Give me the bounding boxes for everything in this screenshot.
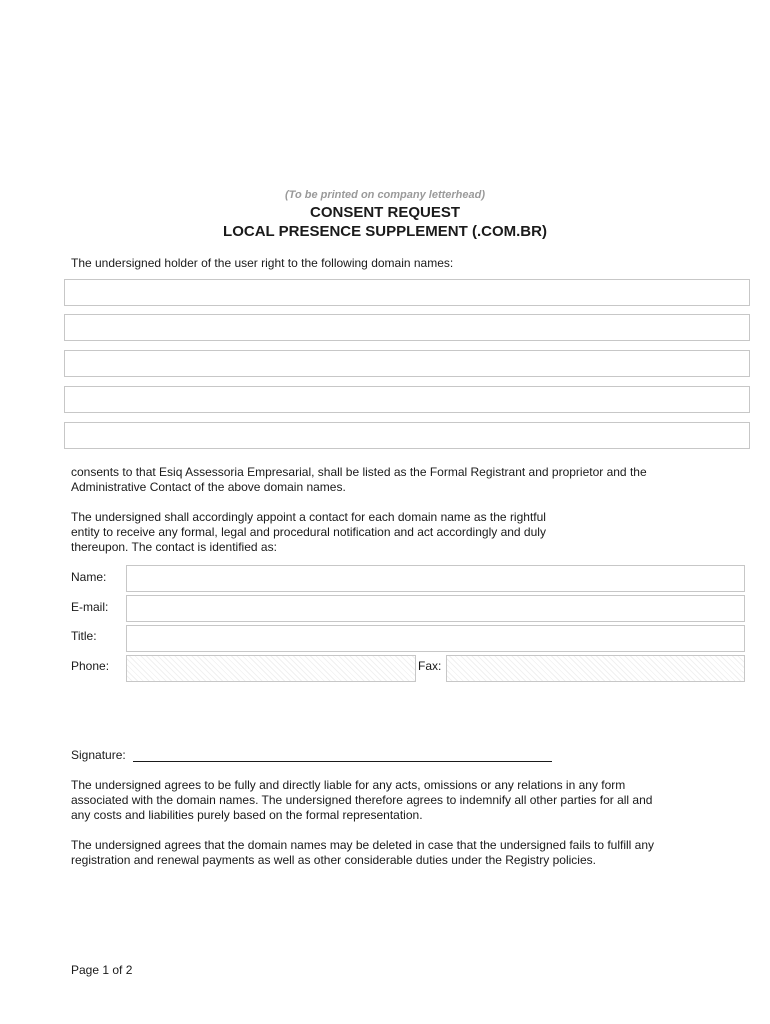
document-title: CONSENT REQUEST <box>309 204 460 221</box>
liability-line-3: any costs and liabilities purely based on the formal representation. <box>71 808 423 822</box>
signature-label: Signature: <box>71 748 126 762</box>
domain-name-input-1[interactable] <box>65 280 749 305</box>
domain-name-input-2[interactable] <box>65 315 749 340</box>
fax-label: Fax: <box>418 659 442 673</box>
title-label: Title: <box>71 629 97 643</box>
page-number: Page 1 of 2 <box>71 963 133 977</box>
domain-name-field-3[interactable] <box>64 350 750 377</box>
domain-name-input-3[interactable] <box>65 351 749 376</box>
email-field[interactable] <box>126 595 745 622</box>
consent-line-1: consents to that Esiq Assessoria Empresarial, shall be listed as the Formal Registrant and proprietor and the <box>71 465 647 479</box>
fax-input[interactable] <box>447 656 744 681</box>
domain-name-input-4[interactable] <box>65 387 749 412</box>
phone-field[interactable] <box>126 655 416 682</box>
deletion-paragraph <box>71 838 701 868</box>
consent-paragraph <box>71 465 701 495</box>
domain-name-field-4[interactable] <box>64 386 750 413</box>
consent-line-2: Administrative Contact of the above domain names. <box>71 480 346 494</box>
email-input[interactable] <box>127 596 744 621</box>
domain-name-input-5[interactable] <box>65 423 749 448</box>
name-field[interactable] <box>126 565 745 592</box>
appoint-line-2: entity to receive any formal, legal and procedural notification and act accordingly and duly <box>71 525 546 539</box>
domain-name-field-1[interactable] <box>64 279 750 306</box>
domain-name-field-5[interactable] <box>64 422 750 449</box>
liability-line-1: The undersigned agrees to be fully and directly liable for any acts, omissions or any relations in any form <box>71 778 626 792</box>
deletion-line-1: The undersigned agrees that the domain names may be deleted in case that the undersigned fails to fulfill any <box>71 838 655 852</box>
letterhead-note: (To be printed on company letterhead) <box>284 189 486 201</box>
deletion-line-2: registration and renewal payments as well as other considerable duties under the Registry policies. <box>71 853 596 867</box>
domain-name-field-2[interactable] <box>64 314 750 341</box>
liability-line-2: associated with the domain names. The undersigned therefore agrees to indemnify all other parties for all and <box>71 793 653 807</box>
email-label: E-mail: <box>71 600 109 614</box>
fax-field[interactable] <box>446 655 745 682</box>
title-input[interactable] <box>127 626 744 651</box>
title-field[interactable] <box>126 625 745 652</box>
phone-label: Phone: <box>71 659 110 673</box>
appoint-line-1: The undersigned shall accordingly appoint a contact for each domain name as the rightful <box>71 510 546 524</box>
signature-line[interactable] <box>133 761 552 762</box>
document-subtitle: LOCAL PRESENCE SUPPLEMENT (.COM.BR) <box>223 223 547 240</box>
appoint-line-3: thereupon. The contact is identified as: <box>71 540 277 554</box>
name-input[interactable] <box>127 566 744 591</box>
phone-input[interactable] <box>127 656 415 681</box>
appoint-paragraph <box>71 510 581 555</box>
name-label: Name: <box>71 570 107 584</box>
intro-text: The undersigned holder of the user right to the following domain names: <box>71 256 454 270</box>
liability-paragraph <box>71 778 699 823</box>
